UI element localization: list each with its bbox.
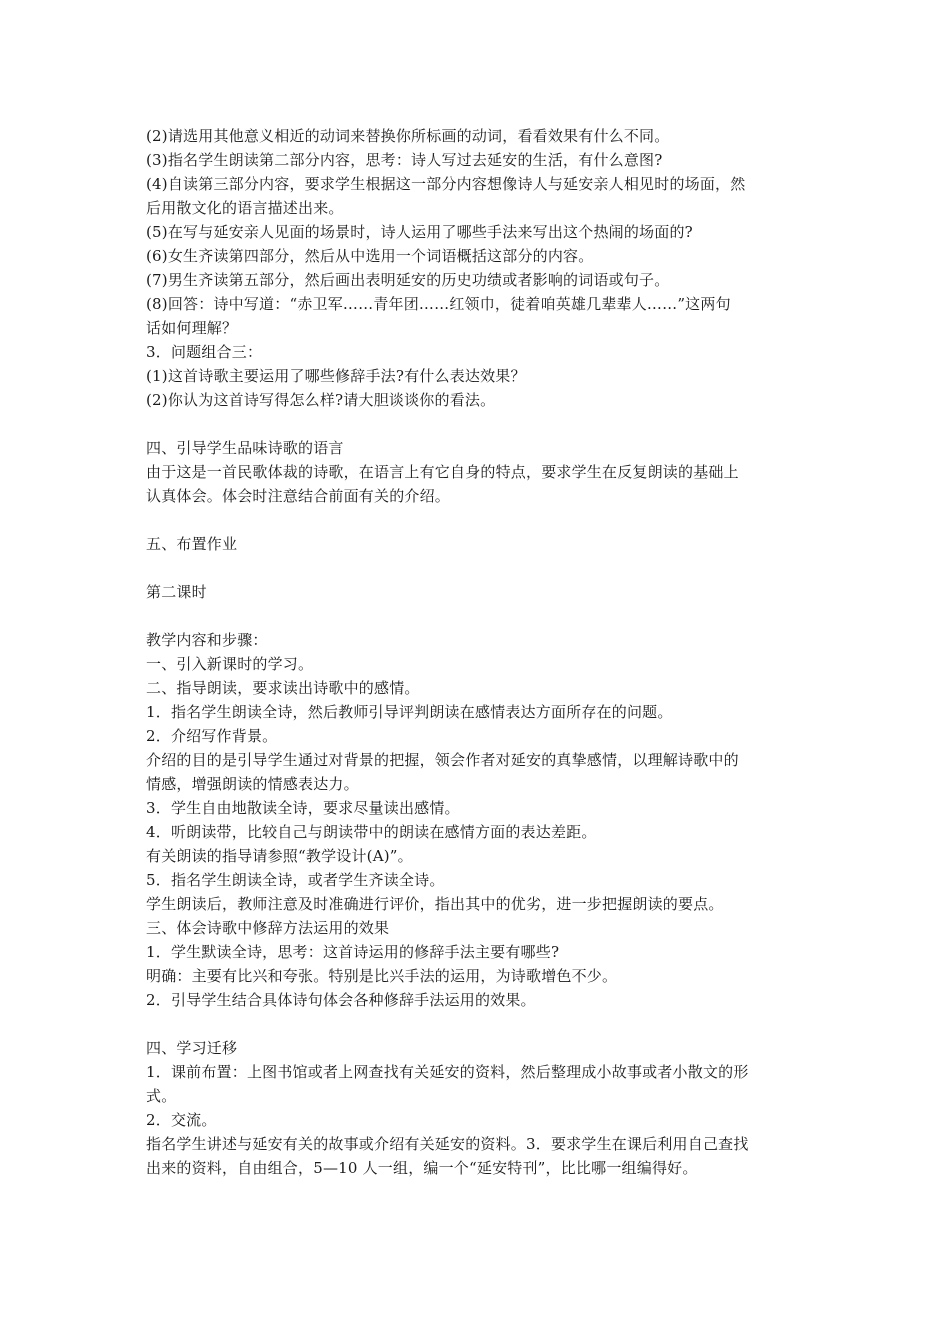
text-line: 二、指导朗读，要求读出诗歌中的感情。 [146,679,420,697]
text-line: (2)你认为这首诗写得怎么样?请大胆谈谈你的看法。 [146,391,496,409]
text-line: 2．引导学生结合具体诗句体会各种修辞手法运用的效果。 [146,991,536,1009]
text-line: 3．问题组合三： [146,343,263,361]
text-line: 由于这是一首民歌体裁的诗歌，在语言上有它自身的特点，要求学生在反复朗读的基础上 [146,463,739,481]
text-line: 五、布置作业 [146,535,238,553]
text-line: 出来的资料，自由组合，5—10 人一组，编一个“延安特刊”，比比哪一组编得好。 [146,1159,698,1177]
text-line: 3．学生自由地散读全诗，要求尽量读出感情。 [146,799,460,817]
blank-line [146,1012,810,1036]
text-line: (5)在写与延安亲人见面的场景时，诗人运用了哪些手法来写出这个热闹的场面的? [146,223,693,241]
text-line: 介绍的目的是引导学生通过对背景的把握，领会作者对延安的真挚感情，以理解诗歌中的 [146,751,739,769]
text-line: 话如何理解？ [146,319,238,337]
text-line: (4)自读第三部分内容，要求学生根据这一部分内容想像诗人与延安亲人相见时的场面，然 [146,175,746,193]
text-line: 认真体会。体会时注意结合前面有关的介绍。 [146,487,451,505]
text-line: (3)指名学生朗读第二部分内容，思考：诗人写过去延安的生活，有什么意图? [146,151,663,169]
text-line: 四、引导学生品味诗歌的语言 [146,439,344,457]
text-line: 四、学习迁移 [146,1039,238,1057]
text-line: 第二课时 [146,583,207,601]
document-body [146,124,810,1180]
text-line: (2)请选用其他意义相近的动词来替换你所标画的动词，看看效果有什么不同。 [146,127,670,145]
text-line: (1)这首诗歌主要运用了哪些修辞手法?有什么表达效果？ [146,367,526,385]
text-line: (7)男生齐读第五部分，然后画出表明延安的历史功绩或者影响的词语或句子。 [146,271,670,289]
blank-line [146,556,810,580]
text-line: 后用散文化的语言描述出来。 [146,199,344,217]
text-line: 三、体会诗歌中修辞方法运用的效果 [146,919,390,937]
text-line: 4．听朗读带，比较自己与朗读带中的朗读在感情方面的表达差距。 [146,823,597,841]
text-line: 有关朗读的指导请参照“教学设计(A)”。 [146,847,413,865]
text-line: 学生朗读后，教师注意及时准确进行评价，指出其中的优劣，进一步把握朗读的要点。 [146,895,724,913]
blank-line [146,604,810,628]
text-line: 5．指名学生朗读全诗，或者学生齐读全诗。 [146,871,445,889]
text-line: 2．交流。 [146,1111,217,1129]
text-line: (6)女生齐读第四部分，然后从中选用一个词语概括这部分的内容。 [146,247,594,265]
text-line: 情感，增强朗读的情感表达力。 [146,775,359,793]
text-line: 1．课前布置：上图书馆或者上网查找有关延安的资料，然后整理成小故事或者小散文的形 [146,1063,749,1081]
text-line: 1．指名学生朗读全诗，然后教师引导评判朗读在感情表达方面所存在的问题。 [146,703,673,721]
text-line: 式。 [146,1087,177,1105]
text-line: 指名学生讲述与延安有关的故事或介绍有关延安的资料。3．要求学生在课后利用自己查找 [146,1135,749,1153]
text-line: 教学内容和步骤： [146,631,268,649]
text-line: (8)回答：诗中写道：“赤卫军……青年团……红领巾，徒着咱英雄几辈辈人……”这两句 [146,295,731,313]
text-line: 明确：主要有比兴和夸张。特别是比兴手法的运用，为诗歌增色不少。 [146,967,618,985]
text-line: 2．介绍写作背景。 [146,727,278,745]
blank-line [146,412,810,436]
text-line: 1．学生默读全诗，思考：这首诗运用的修辞手法主要有哪些? [146,943,560,961]
blank-line [146,508,810,532]
text-line: 一、引入新课时的学习。 [146,655,314,673]
